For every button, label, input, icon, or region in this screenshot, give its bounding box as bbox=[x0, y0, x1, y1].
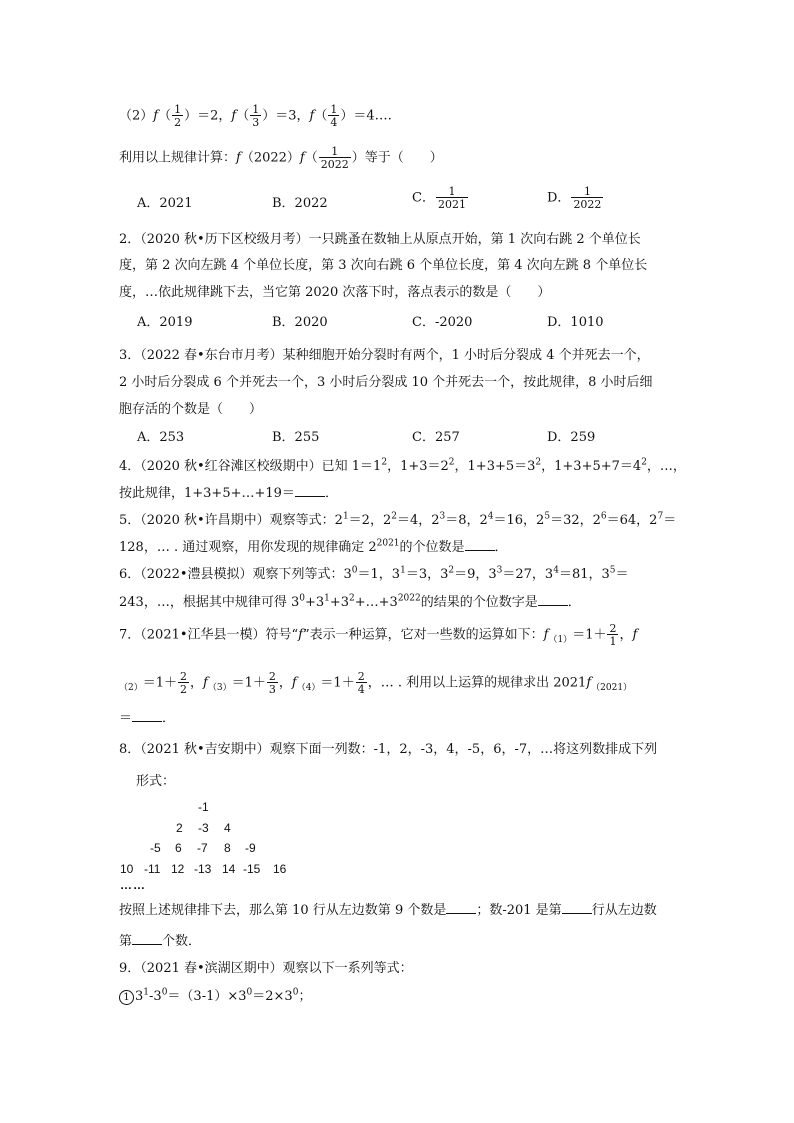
answer-blank[interactable] bbox=[465, 549, 495, 551]
fraction: $\frac{2}{3}$ bbox=[268, 670, 276, 696]
triangle-cell: -15 bbox=[243, 862, 261, 876]
answer-blank[interactable] bbox=[295, 495, 325, 497]
q1-formula-line: （2）f（ $\frac{1}{2}$ ）＝2，f（ $\frac{1}{3}$ ）＝3，f（ $\frac{1}{4}$ ）＝4…. bbox=[119, 103, 392, 129]
answer-blank[interactable] bbox=[562, 912, 592, 914]
triangle-cell: -9 bbox=[245, 841, 256, 855]
q2-line-3: 度，…依此规律跳下去，当它第 2020 次落下时，落点表示的数是（ ） bbox=[119, 285, 551, 300]
q6-line-2: 243，…，根据其中规律可得 $3^0+3^1+3^2+\dots+3^{2022}$的结果的个位数字是 ． bbox=[119, 593, 581, 610]
q2-option-b[interactable]: B．2020 bbox=[272, 315, 328, 330]
q8-line-3: 按照上述规律排下去，那么第 10 行从左边数第 9 个数是 ；数-201 是第 行从左边数 bbox=[119, 903, 657, 918]
q1-option-d[interactable]: D． $\frac{1}{2022}$ bbox=[547, 185, 602, 211]
q3-line-3: 胞存活的个数是（ ） bbox=[119, 402, 263, 417]
triangle-cell: 8 bbox=[224, 841, 231, 855]
triangle-cell: 12 bbox=[171, 862, 185, 876]
q7-line-2: $_{(2)}$＝1＋ $\frac{2}{2}$ ，$f_{(3)}=1+$ $\frac{2}{3}$ ，$f_{(4)}=1+$ $\frac{2}{4}$ ，… . 利用以上运算的规律求出 $2021f_{(2021)}$ bbox=[119, 670, 633, 696]
triangle-cell: 14 bbox=[222, 862, 236, 876]
answer-blank[interactable] bbox=[446, 912, 476, 914]
q9-line-2: 1 $3^1-3^0=(3-1)\times 3^0=2\times 3^0$； bbox=[119, 990, 311, 1005]
q8-line-4: 第 个数． bbox=[119, 934, 202, 949]
q3-option-b[interactable]: B．255 bbox=[272, 430, 320, 445]
triangle-cell: 16 bbox=[273, 862, 287, 876]
fraction: $\frac{1}{2}$ bbox=[174, 103, 182, 129]
triangle-cell: -1 bbox=[198, 800, 209, 814]
q9-line-1: 9．（2021 春•滨湖区期中）观察以下一系列等式： bbox=[119, 961, 413, 976]
q2-option-c[interactable]: C．-2020 bbox=[412, 315, 473, 330]
q5-line-2: 128，… . 通过观察，用你发现的规律确定 $2^{2021}$的个位数是 ． bbox=[119, 538, 508, 555]
fraction: $\frac{2}{1}$ bbox=[609, 622, 617, 648]
fraction: $\frac{1}{2022}$ bbox=[573, 185, 602, 211]
triangle-cell: -7 bbox=[197, 841, 208, 855]
q8-line-1: 8．（2021 秋•吉安期中）观察下面一列数：-1，2，-3，4，-5，6，-7，…将这列数排成下列 bbox=[119, 742, 658, 757]
q2-option-a[interactable]: A．2019 bbox=[137, 315, 193, 330]
q1-option-b[interactable]: B．2022 bbox=[272, 196, 328, 211]
triangle-cell: -5 bbox=[150, 841, 161, 855]
fraction: $\frac{2}{4}$ bbox=[357, 670, 365, 696]
triangle-cell: 4 bbox=[224, 821, 231, 835]
q6-line-1: 6．（2022•澧县模拟）观察下列等式：$3^0=1$，$3^1=3$，$3^2=9$，$3^3=27$，$3^4=81$，$3^5=$ bbox=[119, 565, 629, 582]
q1-option-a[interactable]: A．2021 bbox=[137, 196, 193, 211]
circled-number: 1 bbox=[119, 990, 134, 1005]
fraction: $\frac{1}{4}$ bbox=[330, 103, 338, 129]
triangle-cell: -13 bbox=[194, 862, 212, 876]
q7-line-3: ＝ ． bbox=[119, 711, 176, 726]
q5-line-1: 5．（2020 秋•许昌期中）观察等式：$2^1=2$，$2^2=4$，$2^3=8$，$2^4=16$，$2^5=32$，$2^6=64$，$2^7=$ bbox=[119, 511, 677, 528]
q4-line-1: 4．（2020 秋•红谷滩区校级期中）已知 $1=1^2$，$1+3=2^2$，$1+3+5=3^2$，$1+3+5+7=4^2$，…， bbox=[119, 457, 686, 474]
q2-line-2: 度，第 2 次向左跳 4 个单位长度，第 3 次向右跳 6 个单位长度，第 4 次向左跳 8 个单位长 bbox=[119, 258, 648, 273]
triangle-cell: 10 bbox=[120, 862, 134, 876]
triangle-cell: -11 bbox=[144, 862, 161, 876]
q1-question-line: 利用以上规律计算：f（2022）f（ $\frac{1}{2022}$ ）等于（ ） bbox=[119, 145, 443, 171]
triangle-cell: 2 bbox=[176, 821, 183, 835]
fraction: $\frac{1}{2021}$ bbox=[437, 185, 466, 211]
fraction: $\frac{2}{2}$ bbox=[180, 670, 188, 696]
q3-line-1: 3．（2022 春•东台市月考）某种细胞开始分裂时有两个，1 小时后分裂成 4 个并死去一个， bbox=[119, 348, 650, 363]
triangle-dots: …… bbox=[120, 878, 146, 892]
answer-blank[interactable] bbox=[132, 720, 162, 722]
q3-line-2: 2 小时后分裂成 6 个并死去一个，3 小时后分裂成 10 个并死去一个，按此规律，8 小时后细 bbox=[119, 375, 653, 390]
fraction: $\frac{1}{3}$ bbox=[252, 103, 260, 129]
q2-option-d[interactable]: D．1010 bbox=[547, 315, 604, 330]
answer-blank[interactable] bbox=[132, 943, 162, 945]
triangle-cell: 6 bbox=[175, 841, 182, 855]
triangle-cell: -3 bbox=[198, 821, 209, 835]
answer-blank[interactable] bbox=[538, 604, 568, 606]
q7-line-1: 7．（2021•江华县一模）符号“f”表示一种运算，它对一些数的运算如下：$f_{(1)}=1+$ $\frac{2}{1}$ ，f bbox=[119, 622, 638, 648]
fraction: $\frac{1}{2022}$ bbox=[320, 145, 349, 171]
q3-option-c[interactable]: C．257 bbox=[412, 430, 460, 445]
q3-option-a[interactable]: A．253 bbox=[137, 430, 185, 445]
q2-line-1: 2．（2020 秋•历下区校级月考）一只跳蚤在数轴上从原点开始，第 1 次向右跳 2 个单位长 bbox=[119, 232, 641, 247]
q4-line-2: 按此规律，1+3+5+…+19＝ ． bbox=[119, 486, 338, 501]
q3-option-d[interactable]: D．259 bbox=[547, 430, 596, 445]
q8-line-2: 形式： bbox=[136, 774, 176, 789]
q1-option-c[interactable]: C． $\frac{1}{2021}$ bbox=[412, 185, 466, 211]
